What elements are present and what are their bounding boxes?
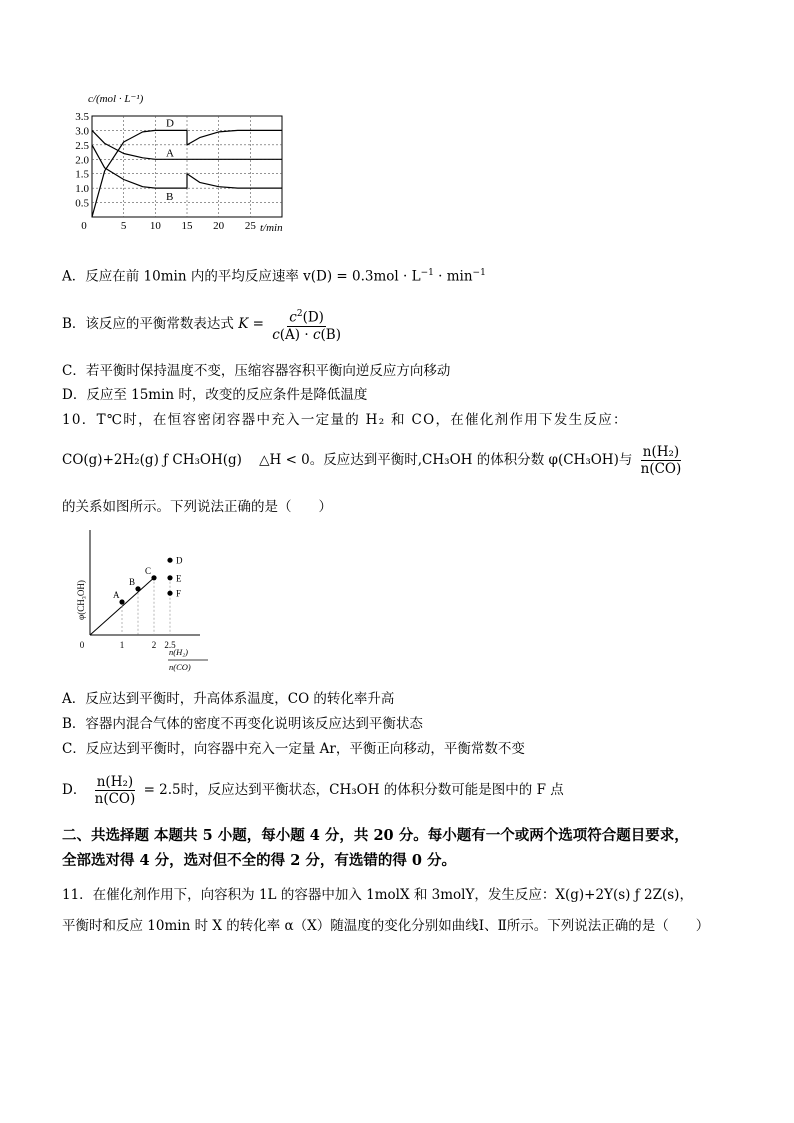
q10-option-d-fraction: $\frac{\text{n(H₂)}}{n(CO)}$	[94, 774, 136, 807]
chart2-xtick: 2	[151, 640, 157, 650]
q10-stem-line2: CO(g)+2H₂(g) ƒ CH₃OH(g) △H < 0。反应达到平衡时,CH₃OH 的体积分数 φ(CH₃OH)与 $\frac{\text{n(H₂)}}{n(CO)}$	[62, 444, 682, 477]
chart1-xlabel: t/min	[260, 222, 283, 234]
chart2-xtick: 0	[79, 640, 85, 650]
q10-ratio-fraction: $\frac{\text{n(H₂)}}{n(CO)}$	[640, 444, 682, 477]
chart1-ytick: 1.5	[75, 168, 89, 181]
q9-option-a: A．反应在前 10min 内的平均反应速率 $v(D) = 0.3mol \cdot L^{-1} \cdot \min^{-1}$	[62, 268, 486, 285]
volume-fraction-chart	[70, 530, 220, 680]
chart1-xtick: 5	[120, 220, 127, 232]
chart2-label-D: D	[176, 555, 183, 566]
chart2-label-C: C	[145, 565, 152, 576]
chart2-label-F: F	[176, 588, 182, 599]
q10-stem-line3: 的关系如图所示。下列说法正确的是（ ）	[62, 499, 332, 515]
concentration-time-chart	[62, 88, 302, 238]
chart2-label-E: E	[176, 573, 182, 584]
chart2-point-B	[135, 586, 140, 591]
section2-heading-line1: 二、共选择题 本题共 5 小题，每小题 4 分，共 20 分。每小题有一个或两个选项符合题目要求，	[62, 827, 689, 844]
equilibrium-constant-fraction: $\frac{c^2(D)}{c(A) \cdot c(B)}$	[270, 306, 343, 343]
q10-option-d: D． $\frac{\text{n(H₂)}}{n(CO)}$ = 2.5时，反应达到平衡状态，CH₃OH 的体积分数可能是图中的 F 点	[62, 774, 564, 807]
chart2-point-D	[167, 558, 172, 563]
q10-option-c: C．反应达到平衡时，向容器中充入一定量 Ar，平衡正向移动，平衡常数不变	[62, 741, 525, 757]
chart2-label-A: A	[113, 590, 120, 600]
chart2-label-B: B	[129, 576, 136, 587]
chart1-label-A: A	[166, 147, 174, 160]
chart1-ytick: 2.5	[75, 139, 89, 152]
chart1-ylabel: c/(mol · L⁻¹)	[88, 93, 144, 105]
q10-stem-line1: 10．T℃时，在恒容密闭容器中充入一定量的 H₂ 和 CO，在催化剂作用下发生反应：	[62, 412, 628, 428]
chart1-ytick: 3.5	[75, 111, 89, 123]
chart1-curves	[92, 117, 282, 217]
chart1-ytick: 1.0	[75, 183, 89, 196]
chart2-xtick: 2.5	[164, 640, 176, 650]
q10-option-b: B．容器内混合气体的密度不再变化说明该反应达到平衡状态	[62, 716, 423, 732]
chart1-label-D: D	[166, 117, 174, 130]
q11-stem-line2: 平衡时和反应 10min 时 X 的转化率 α（X）随温度的变化分别如曲线Ⅰ、Ⅱ所示。下列说法正确的是（ ）	[62, 918, 710, 934]
q10-option-a: A．反应达到平衡时，升高体系温度，CO 的转化率升高	[62, 691, 395, 707]
chart2-ylabel: φ(CH₃OH)	[76, 580, 86, 620]
q9-option-b: B．该反应的平衡常数表达式 K = $\frac{c^2(D)}{c(A) \cdot c(B)}$	[62, 304, 345, 344]
chart1-xtick: 20	[213, 220, 225, 232]
q11-stem-line1: 11．在催化剂作用下，向容积为 1L 的容器中加入 1molX 和 3molY，发生反应：X(g)+2Y(s) ƒ 2Z(s)，	[62, 887, 693, 903]
chart1-xtick: 25	[244, 220, 256, 232]
chart1-xtick: 15	[181, 220, 193, 232]
chart2-point-A	[119, 599, 124, 604]
chart1-xtick: 0	[81, 220, 87, 232]
chart2-xtick: 1	[119, 640, 125, 650]
chart1-ytick: 0.5	[75, 197, 89, 210]
chart1-ytick: 2.0	[75, 154, 89, 167]
chart1-ytick: 3.0	[75, 125, 89, 138]
chart2-point-F	[167, 591, 172, 596]
chart2-xlabel-den: n(CO)	[169, 662, 191, 672]
chart2-plot	[80, 530, 200, 650]
chart1-label-B: B	[166, 191, 174, 204]
section2-heading-line2: 全部选对得 4 分，选对但不全的得 2 分，有选错的得 0 分。	[62, 852, 457, 869]
q9-option-a-text: A．反应在前 10min 内的平均反应速率 v	[62, 268, 311, 285]
chart2-xlabel-num: n(H₂)	[169, 647, 189, 657]
q9-option-d: D．反应至 15min 时，改变的反应条件是降低温度	[62, 387, 368, 403]
q9-option-c: C．若平衡时保持温度不变，压缩容器容积平衡向逆反应方向移动	[62, 363, 451, 379]
chart2-point-E	[167, 575, 172, 580]
q10-equation: CO(g)+2H₂(g) ƒ CH₃OH(g)	[62, 452, 242, 468]
chart2-point-C	[151, 575, 156, 580]
chart1-xtick: 10	[149, 220, 161, 232]
